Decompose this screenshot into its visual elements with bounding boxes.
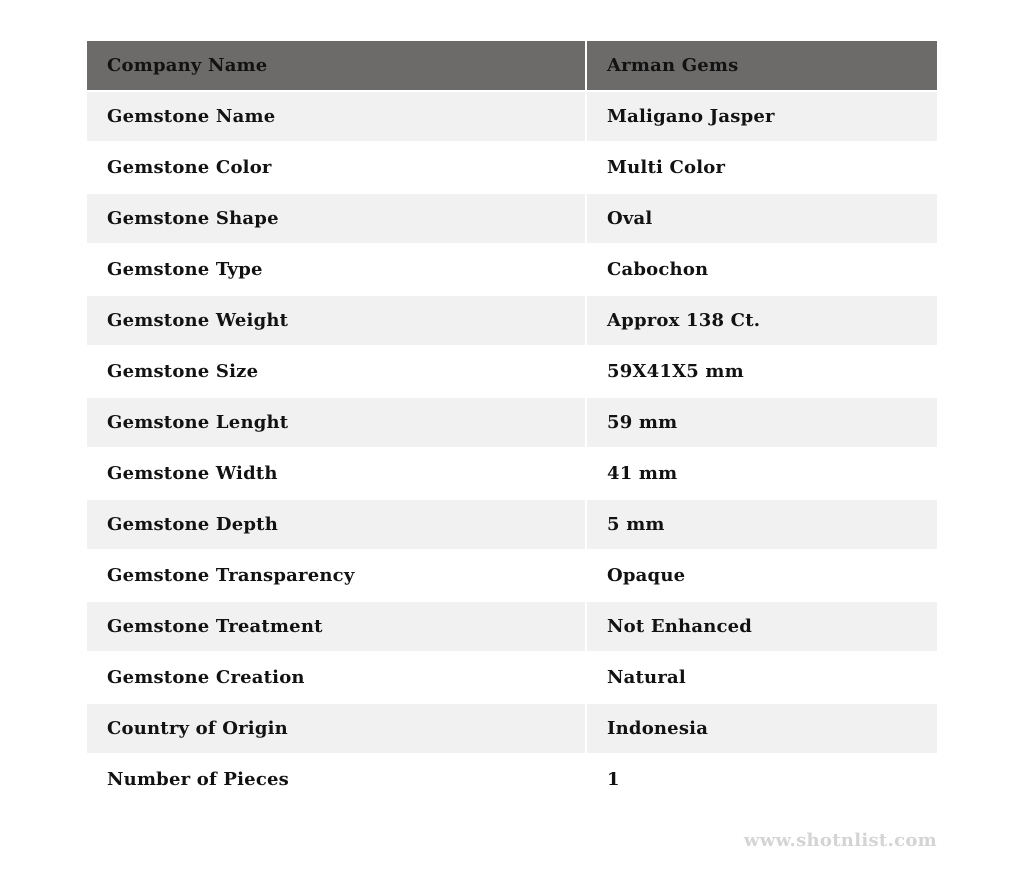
spec-label-cell: Gemstone Transparency [87, 551, 585, 600]
spec-label-cell: Gemstone Depth [87, 500, 585, 549]
spec-label-cell: Gemstone Color [87, 143, 585, 192]
spec-label-cell: Gemstone Name [87, 92, 585, 141]
table-row [87, 92, 937, 141]
spec-value-cell: 5 mm [587, 500, 937, 549]
table-row [87, 245, 937, 294]
spec-label-cell: Number of Pieces [87, 755, 585, 804]
gemstone-spec-table [85, 39, 939, 806]
spec-label-cell: Gemstone Creation [87, 653, 585, 702]
spec-value-cell: Approx 138 Ct. [587, 296, 937, 345]
spec-label-cell: Gemstone Treatment [87, 602, 585, 651]
header-value-cell: Arman Gems [587, 41, 937, 90]
spec-value-cell: 59X41X5 mm [587, 347, 937, 396]
spec-value-cell: Multi Color [587, 143, 937, 192]
table-row [87, 500, 937, 549]
table-row [87, 602, 937, 651]
spec-label-cell: Gemstone Size [87, 347, 585, 396]
spec-value-cell: 1 [587, 755, 937, 804]
table-row [87, 653, 937, 702]
spec-label-cell: Gemstone Width [87, 449, 585, 498]
spec-label-cell: Gemstone Shape [87, 194, 585, 243]
spec-label-cell: Country of Origin [87, 704, 585, 753]
spec-value-cell: Indonesia [587, 704, 937, 753]
table-row [87, 449, 937, 498]
table-row [87, 704, 937, 753]
spec-value-cell: Not Enhanced [587, 602, 937, 651]
header-label-cell: Company Name [87, 41, 585, 90]
table-row [87, 194, 937, 243]
watermark-text: www.shotnlist.com [743, 830, 937, 851]
table-row [87, 347, 937, 396]
spec-value-cell: 59 mm [587, 398, 937, 447]
spec-label-cell: Gemstone Lenght [87, 398, 585, 447]
spec-value-cell: Maligano Jasper [587, 92, 937, 141]
spec-value-cell: 41 mm [587, 449, 937, 498]
table-header-row [87, 41, 937, 90]
table-row [87, 551, 937, 600]
spec-value-cell: Cabochon [587, 245, 937, 294]
spec-label-cell: Gemstone Weight [87, 296, 585, 345]
table-row [87, 296, 937, 345]
spec-label-cell: Gemstone Type [87, 245, 585, 294]
spec-value-cell: Oval [587, 194, 937, 243]
spec-value-cell: Natural [587, 653, 937, 702]
table-row [87, 143, 937, 192]
spec-value-cell: Opaque [587, 551, 937, 600]
table-row [87, 755, 937, 804]
table-row [87, 398, 937, 447]
